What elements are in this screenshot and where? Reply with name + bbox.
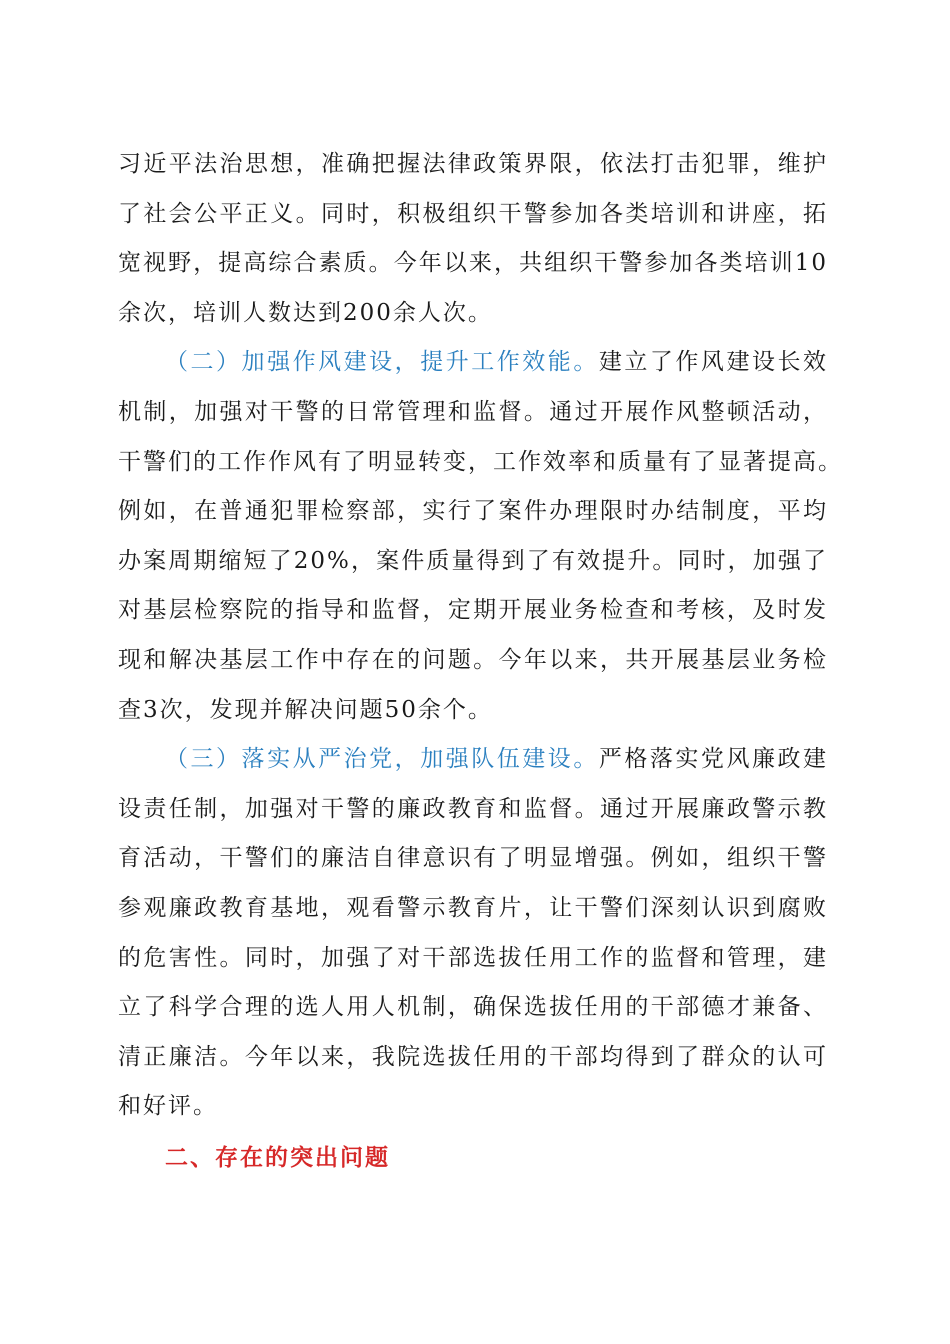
text-line (118, 735, 828, 785)
text-line: 设责任制，加强对干警的廉政教育和监督。通过开展廉政警示教 (118, 795, 828, 822)
paragraph-party-discipline (118, 735, 828, 1132)
text-line: 对基层检察院的指导和监督，定期开展业务检查和考核，及时发 (118, 597, 828, 624)
text-line: 了社会公平正义。同时，积极组织干警参加各类培训和讲座，拓 (118, 200, 828, 227)
subheading-party-discipline: （三）落实从严治党，加强队伍建设。 (165, 746, 599, 773)
text-line: 查3次，发现并解决问题50余个。 (118, 696, 493, 723)
text-line: 干警们的工作作风有了明显转变，工作效率和质量有了显著提高。 (118, 448, 843, 475)
text-line: 例如，在普通犯罪检察部，实行了案件办理限时办结制度，平均 (118, 498, 828, 525)
text-line: 参观廉政教育基地，观看警示教育片，让干警们深刻认识到腐败 (118, 894, 828, 921)
section-heading: 二、存在的突出问题 (165, 1144, 390, 1171)
text-line (118, 338, 828, 388)
paragraph-training (118, 140, 828, 338)
text-line: 的危害性。同时，加强了对干部选拔任用工作的监督和管理，建 (118, 944, 828, 971)
text-line: 和好评。 (118, 1093, 218, 1120)
paragraph-work-style (118, 338, 843, 735)
text-line: 现和解决基层工作中存在的问题。今年以来，共开展基层业务检 (118, 646, 828, 673)
subheading-work-style: （二）加强作风建设，提升工作效能。 (165, 349, 599, 376)
text-line: 机制，加强对干警的日常管理和监督。通过开展作风整顿活动， (118, 398, 828, 425)
text-line: 育活动，干警们的廉洁自律意识有了明显增强。例如，组织干警 (118, 845, 828, 872)
text-line: 立了科学合理的选人用人机制，确保选拔任用的干部德才兼备、 (118, 994, 828, 1021)
text-run: 建立了作风建设长效 (598, 349, 829, 376)
document-page (118, 140, 843, 1183)
text-line: 办案周期缩短了20%，案件质量得到了有效提升。同时，加强了 (118, 547, 828, 574)
text-line: 余次，培训人数达到200余人次。 (118, 299, 493, 326)
text-line: 习近平法治思想，准确把握法律政策界限，依法打击犯罪，维护 (118, 151, 828, 177)
text-line: 清正廉洁。今年以来，我院选拔任用的干部均得到了群众的认可 (118, 1043, 828, 1070)
text-run: 严格落实党风廉政建 (598, 746, 829, 773)
text-line: 宽视野，提高综合素质。今年以来，共组织干警参加各类培训10 (118, 250, 828, 277)
